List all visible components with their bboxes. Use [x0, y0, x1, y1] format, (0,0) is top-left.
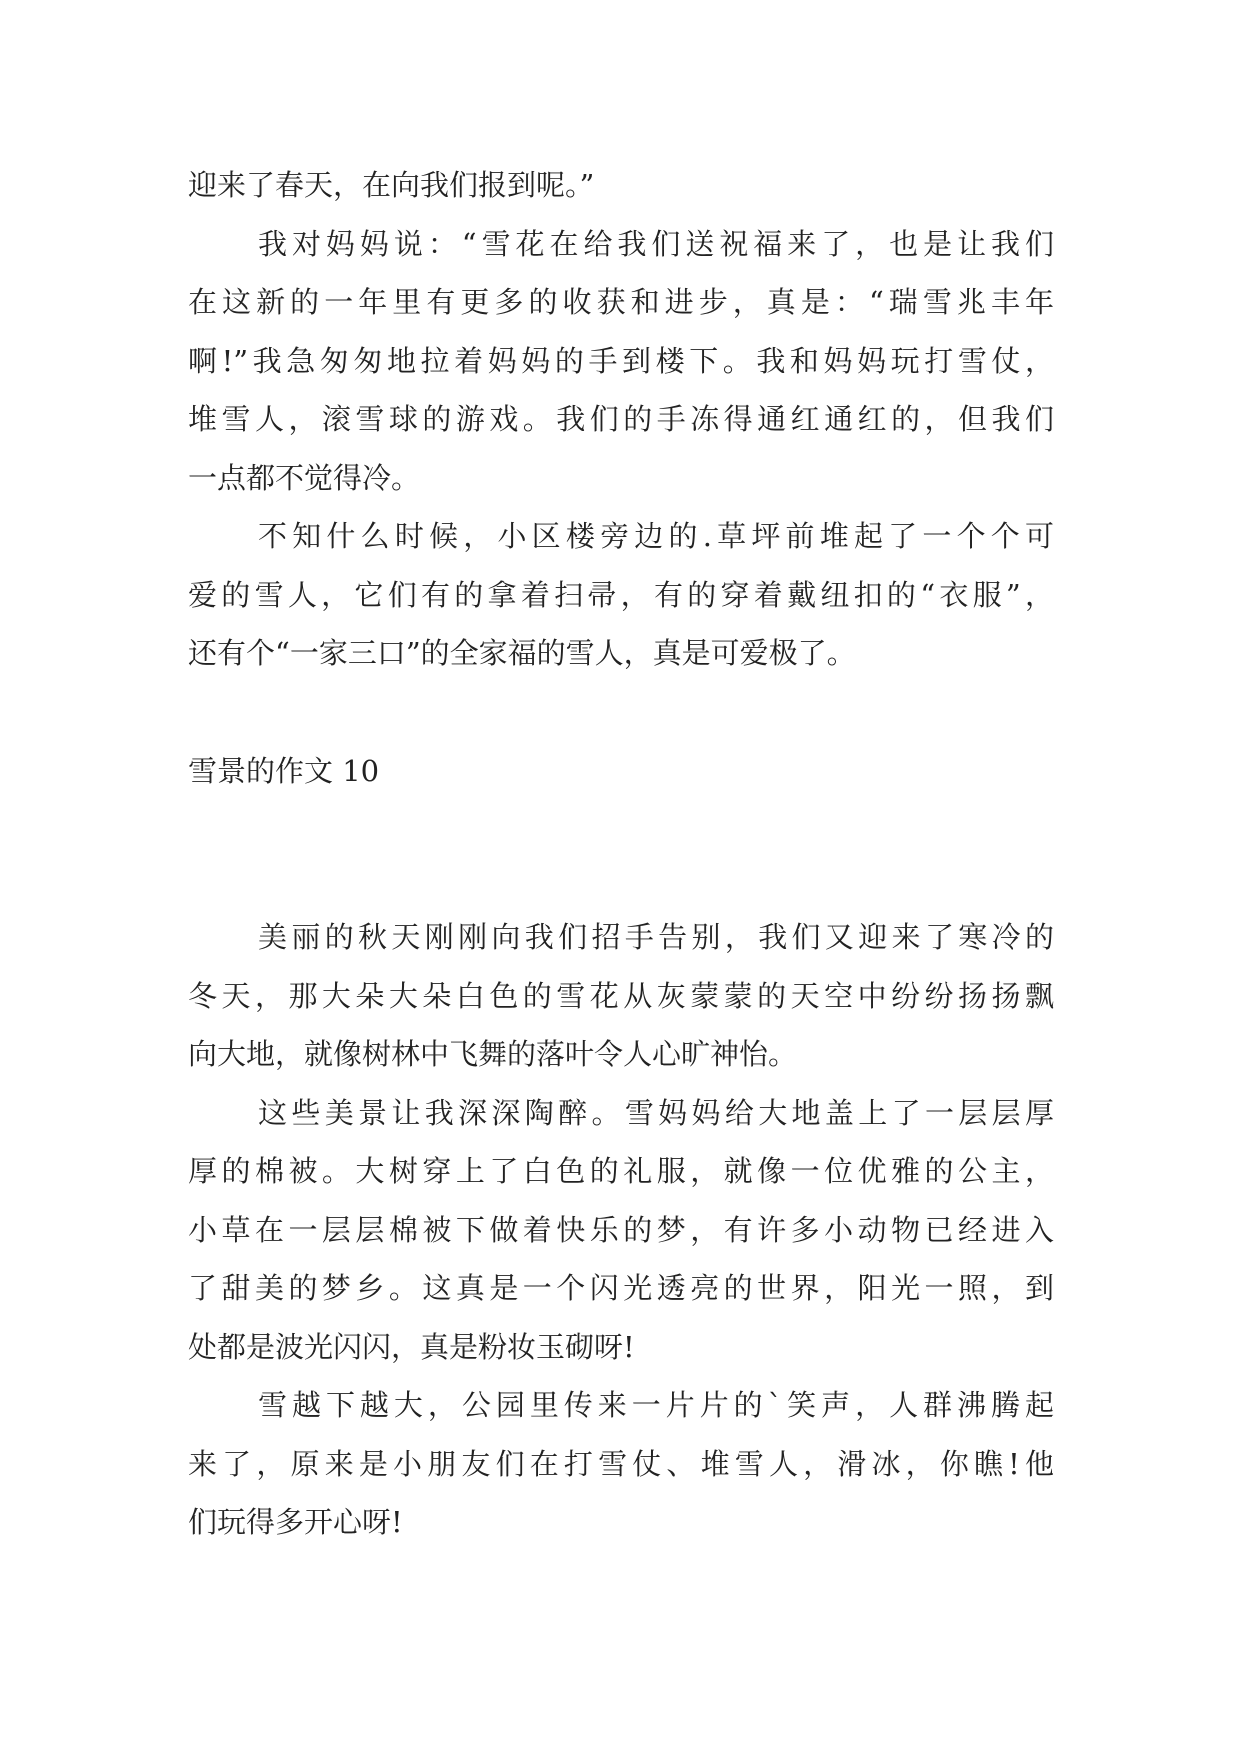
text-line: 啊!”我急匆匆地拉着妈妈的手到楼下。我和妈妈玩打雪仗，: [188, 343, 1054, 378]
text-line: 一点都不觉得冷。: [188, 460, 421, 495]
essay-heading: [188, 742, 1054, 801]
text-line: 还有个“一家三口”的全家福的雪人，真是可爱极了。: [188, 636, 856, 670]
paragraph: [188, 507, 1054, 683]
paragraph: [188, 215, 1054, 508]
text-line: 们玩得多开心呀!: [188, 1505, 403, 1539]
essay-body: [188, 908, 1054, 1552]
text-line: 小草在一层层棉被下做着快乐的梦，有许多小动物已经进入: [188, 1212, 1054, 1247]
text-line: 处都是波光闪闪，真是粉妆玉砌呀!: [188, 1329, 635, 1364]
paragraph: [188, 1084, 1054, 1377]
paragraph: [188, 908, 1054, 1084]
text-line: 这些美景让我深深陶醉。雪妈妈给大地盖上了一层层厚: [258, 1095, 1054, 1130]
text-line: 了甜美的梦乡。这真是一个闪光透亮的世界，阳光一照，到: [188, 1271, 1054, 1305]
text-line: 在这新的一年里有更多的收获和进步，真是：“瑞雪兆丰年: [188, 285, 1054, 319]
text-line: 雪越下越大，公园里传来一片片的`笑声，人群沸腾起: [258, 1388, 1054, 1422]
previous-essay-ending: [188, 156, 1054, 683]
text-line: 冬天，那大朵大朵白色的雪花从灰蒙蒙的天空中纷纷扬扬飘: [188, 978, 1054, 1013]
text-line: 来了，原来是小朋友们在打雪仗、堆雪人，滑冰，你瞧!他: [188, 1446, 1054, 1481]
paragraph: [188, 156, 1054, 215]
paragraph: [188, 1376, 1054, 1552]
text-line: 厚的棉被。大树穿上了白色的礼服，就像一位优雅的公主，: [188, 1154, 1054, 1188]
text-line: 不知什么时候，小区楼旁边的.草坪前堆起了一个个可: [258, 519, 1054, 553]
text-line: 向大地，就像树林中飞舞的落叶令人心旷神怡。: [188, 1037, 798, 1071]
essay-title: 雪景的作文 10: [188, 754, 380, 788]
text-line: 堆雪人，滚雪球的游戏。我们的手冻得通红通红的，但我们: [188, 402, 1054, 436]
text-line: 爱的雪人，它们有的拿着扫帚，有的穿着戴纽扣的“衣服”，: [188, 577, 1054, 612]
text-line: 迎来了春天，在向我们报到呢。”: [188, 168, 595, 202]
text-line: 我对妈妈说：“雪花在给我们送祝福来了，也是让我们: [258, 226, 1054, 261]
text-line: 美丽的秋天刚刚向我们招手告别，我们又迎来了寒冷的: [258, 920, 1054, 954]
